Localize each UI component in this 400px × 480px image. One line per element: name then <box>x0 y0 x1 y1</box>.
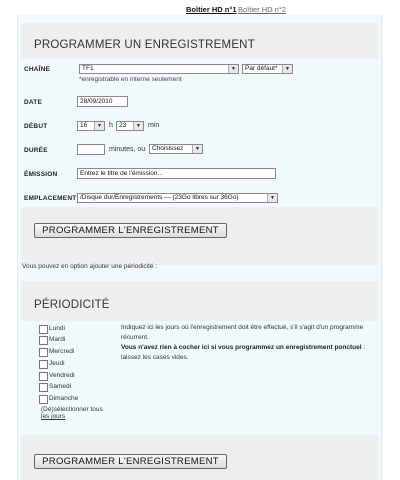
record-header-panel <box>21 23 378 59</box>
periodicity-description <box>121 323 371 363</box>
date-label: DATE <box>24 99 43 106</box>
chevron-down-icon: ▼ <box>267 194 277 202</box>
periodicity-option-text: Vous pouvez en option ajouter une périodicité : <box>22 263 158 270</box>
periodicity-title: PÉRIODICITÉ <box>34 299 110 311</box>
hour-select[interactable]: 16 ▼ <box>77 121 105 131</box>
toggle-all-days-link[interactable] <box>41 406 103 420</box>
emission-input[interactable]: Entrez le titre de l'émission... <box>77 168 276 179</box>
checkbox[interactable] <box>39 325 48 334</box>
minute-suffix: min <box>148 122 160 129</box>
emission-label: ÉMISSION <box>24 171 58 178</box>
checkbox[interactable] <box>39 348 48 357</box>
checkbox[interactable] <box>39 336 48 345</box>
checkbox[interactable] <box>39 383 48 392</box>
chaine-select[interactable]: TF1 ▼ <box>79 64 239 74</box>
chevron-down-icon: ▼ <box>133 122 143 130</box>
chaine-note: *enregistrable en interne seulement <box>79 76 182 83</box>
duration-input[interactable] <box>77 144 105 155</box>
chevron-down-icon: ▼ <box>282 65 292 73</box>
chevron-down-icon: ▼ <box>192 145 202 153</box>
duration-suffix: minutes, ou <box>109 146 146 153</box>
chevron-down-icon: ▼ <box>94 122 104 130</box>
debut-label: DÉBUT <box>24 123 48 130</box>
toggle-all-line2: les jours <box>41 413 66 420</box>
desc-end: : laissez les cases vides. <box>121 344 366 361</box>
hour-suffix: h <box>109 122 113 129</box>
periodicity-header-panel <box>21 281 378 321</box>
page-content: PROGRAMMER UN ENREGISTREMENT CHAÎNE TF1 ▼ Par défaut* ▼ *enregistrable en interne seulement DATE 28/09/2010 DÉBUT 16 ▼ h 23 ▼ min DURÉE minutes, ou Choisissez ▼ ÉMISSION Entrez le titre de l'émission... EMPLACEMENT /Disque dur/Enregistrements — (23Go libres sur 36Go) ▼ PROGRAMMER L'ENREGISTREMENT Vous pouvez en option ajouter une périodicité : PÉRIODICITÉ Lundi Mardi Mercredi Jeudi Vendredi Samedi Dimanche (Dé)sélectionner tous les jours Indiquez ici les jours où l'enregistrement doit être effectué, s'il s'agit d'un programme récurrent. Vous n'avez rien à cocher ici si vous programmez un enregistrement ponctuel : laissez les cases vides. PROGRAMMER L'ENREGISTREMENT <box>17 15 382 480</box>
quality-select[interactable]: Par défaut* ▼ <box>242 64 293 74</box>
submit-record-button-bottom[interactable]: PROGRAMMER L'ENREGISTREMENT <box>34 454 227 469</box>
emplacement-select[interactable]: /Disque dur/Enregistrements — (23Go libres sur 36Go) ▼ <box>77 193 278 203</box>
desc-bold: Vous n'avez rien à cocher ici si vous programmez un enregistrement ponctuel <box>121 344 362 351</box>
duration-choice-select[interactable]: Choisissez ▼ <box>149 144 203 154</box>
submit-panel-bottom <box>21 435 378 480</box>
chaine-label: CHAÎNE <box>24 66 51 73</box>
submit-panel <box>21 207 378 265</box>
submit-record-button[interactable]: PROGRAMMER L'ENREGISTREMENT <box>34 223 227 238</box>
page-title: PROGRAMMER UN ENREGISTREMENT <box>34 39 255 51</box>
tab-boitier-hd-2[interactable]: Boîtier HD n°2 <box>238 5 287 14</box>
box-tabs <box>0 3 400 15</box>
tab-boitier-hd-1[interactable]: Boîtier HD n°1 <box>186 5 237 14</box>
checkbox[interactable] <box>39 395 48 404</box>
toggle-all-line1: (Dé)sélectionner tous <box>41 406 103 413</box>
emplacement-label: EMPLACEMENT <box>24 195 77 202</box>
duree-label: DURÉE <box>24 147 48 154</box>
date-input[interactable]: 28/09/2010 <box>77 96 128 107</box>
chevron-down-icon: ▼ <box>228 65 238 73</box>
checkbox[interactable] <box>39 360 48 369</box>
checkbox[interactable] <box>39 372 48 381</box>
minute-select[interactable]: 23 ▼ <box>116 121 144 131</box>
desc-line-1: Indiquez ici les jours où l'enregistrement doit être effectué, s'il s'agit d'un programme récurrent. <box>121 324 364 341</box>
